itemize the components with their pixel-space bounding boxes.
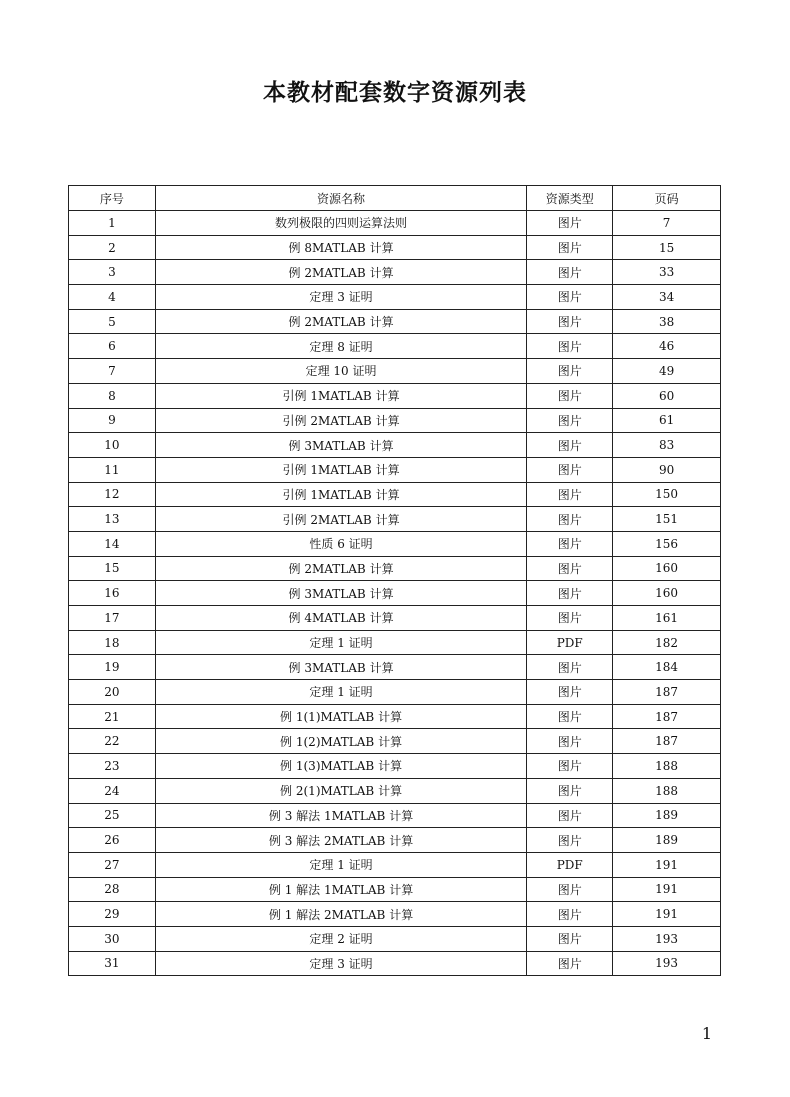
cell-index: 5 xyxy=(69,309,156,334)
cell-page: 49 xyxy=(613,359,721,384)
table-row xyxy=(69,211,721,236)
cell-resource-name: 例 8MATLAB 计算 xyxy=(155,235,526,260)
cell-resource-name: 定理 3 证明 xyxy=(155,285,526,310)
cell-resource-name: 性质 6 证明 xyxy=(155,531,526,556)
cell-resource-type: 图片 xyxy=(527,902,613,927)
cell-resource-name: 定理 3 证明 xyxy=(155,951,526,976)
cell-resource-type: 图片 xyxy=(527,754,613,779)
cell-index: 24 xyxy=(69,778,156,803)
table-row xyxy=(69,507,721,532)
cell-index: 1 xyxy=(69,211,156,236)
table-row xyxy=(69,704,721,729)
page-title: 本教材配套数字资源列表 xyxy=(263,79,527,106)
cell-resource-type: 图片 xyxy=(527,334,613,359)
cell-resource-type: 图片 xyxy=(527,507,613,532)
cell-page: 156 xyxy=(613,531,721,556)
cell-resource-type: 图片 xyxy=(527,729,613,754)
cell-index: 23 xyxy=(69,754,156,779)
cell-index: 13 xyxy=(69,507,156,532)
header-index: 序号 xyxy=(69,186,156,211)
cell-resource-name: 例 2MATLAB 计算 xyxy=(155,260,526,285)
cell-page: 38 xyxy=(613,309,721,334)
cell-index: 29 xyxy=(69,902,156,927)
cell-index: 12 xyxy=(69,482,156,507)
cell-index: 20 xyxy=(69,680,156,705)
cell-page: 193 xyxy=(613,951,721,976)
cell-page: 188 xyxy=(613,778,721,803)
cell-page: 187 xyxy=(613,704,721,729)
cell-index: 25 xyxy=(69,803,156,828)
table-row xyxy=(69,729,721,754)
cell-page: 151 xyxy=(613,507,721,532)
cell-resource-name: 引例 1MATLAB 计算 xyxy=(155,457,526,482)
cell-page: 161 xyxy=(613,606,721,631)
cell-page: 150 xyxy=(613,482,721,507)
table-row xyxy=(69,359,721,384)
cell-resource-type: 图片 xyxy=(527,359,613,384)
table-row xyxy=(69,457,721,482)
table-body xyxy=(69,211,721,976)
table-row xyxy=(69,902,721,927)
cell-page: 90 xyxy=(613,457,721,482)
table-row xyxy=(69,309,721,334)
cell-page: 83 xyxy=(613,433,721,458)
cell-index: 30 xyxy=(69,926,156,951)
cell-resource-name: 例 1(2)MATLAB 计算 xyxy=(155,729,526,754)
cell-index: 8 xyxy=(69,383,156,408)
cell-page: 160 xyxy=(613,556,721,581)
cell-page: 34 xyxy=(613,285,721,310)
cell-index: 22 xyxy=(69,729,156,754)
cell-index: 28 xyxy=(69,877,156,902)
cell-page: 188 xyxy=(613,754,721,779)
cell-resource-name: 例 4MATLAB 计算 xyxy=(155,606,526,631)
table-row xyxy=(69,581,721,606)
table-row xyxy=(69,235,721,260)
cell-index: 11 xyxy=(69,457,156,482)
cell-index: 3 xyxy=(69,260,156,285)
cell-resource-name: 数列极限的四则运算法则 xyxy=(155,211,526,236)
page-number: 1 xyxy=(701,1024,712,1043)
cell-resource-name: 定理 2 证明 xyxy=(155,926,526,951)
cell-resource-name: 例 1(1)MATLAB 计算 xyxy=(155,704,526,729)
cell-page: 189 xyxy=(613,828,721,853)
cell-resource-name: 引例 2MATLAB 计算 xyxy=(155,408,526,433)
cell-index: 21 xyxy=(69,704,156,729)
cell-resource-type: 图片 xyxy=(527,260,613,285)
table-row xyxy=(69,951,721,976)
cell-resource-type: 图片 xyxy=(527,828,613,853)
cell-page: 187 xyxy=(613,680,721,705)
table-row xyxy=(69,754,721,779)
cell-index: 31 xyxy=(69,951,156,976)
cell-index: 17 xyxy=(69,606,156,631)
table-row xyxy=(69,778,721,803)
cell-page: 61 xyxy=(613,408,721,433)
cell-resource-type: PDF xyxy=(527,630,613,655)
cell-index: 15 xyxy=(69,556,156,581)
table-header-row xyxy=(69,186,721,211)
cell-resource-name: 例 1 解法 1MATLAB 计算 xyxy=(155,877,526,902)
resource-table xyxy=(68,185,721,976)
header-resource-name: 资源名称 xyxy=(155,186,526,211)
cell-page: 46 xyxy=(613,334,721,359)
cell-index: 16 xyxy=(69,581,156,606)
cell-resource-type: 图片 xyxy=(527,408,613,433)
cell-index: 10 xyxy=(69,433,156,458)
cell-page: 160 xyxy=(613,581,721,606)
cell-resource-type: 图片 xyxy=(527,704,613,729)
table-row xyxy=(69,877,721,902)
table-row xyxy=(69,852,721,877)
table-row xyxy=(69,482,721,507)
cell-page: 33 xyxy=(613,260,721,285)
cell-resource-type: 图片 xyxy=(527,211,613,236)
cell-index: 2 xyxy=(69,235,156,260)
cell-resource-type: 图片 xyxy=(527,285,613,310)
table-row xyxy=(69,926,721,951)
cell-resource-name: 例 3MATLAB 计算 xyxy=(155,655,526,680)
table-row xyxy=(69,285,721,310)
cell-index: 26 xyxy=(69,828,156,853)
table-row xyxy=(69,383,721,408)
cell-resource-name: 例 2MATLAB 计算 xyxy=(155,556,526,581)
cell-resource-name: 例 2(1)MATLAB 计算 xyxy=(155,778,526,803)
cell-resource-name: 例 2MATLAB 计算 xyxy=(155,309,526,334)
table-row xyxy=(69,630,721,655)
table-row xyxy=(69,334,721,359)
table-row xyxy=(69,433,721,458)
cell-resource-type: 图片 xyxy=(527,581,613,606)
table-row xyxy=(69,655,721,680)
cell-resource-name: 例 3 解法 1MATLAB 计算 xyxy=(155,803,526,828)
cell-index: 18 xyxy=(69,630,156,655)
header-resource-type: 资源类型 xyxy=(527,186,613,211)
cell-resource-name: 引例 2MATLAB 计算 xyxy=(155,507,526,532)
cell-resource-name: 例 1(3)MATLAB 计算 xyxy=(155,754,526,779)
cell-resource-name: 定理 1 证明 xyxy=(155,680,526,705)
cell-resource-name: 例 3 解法 2MATLAB 计算 xyxy=(155,828,526,853)
cell-index: 27 xyxy=(69,852,156,877)
cell-resource-name: 引例 1MATLAB 计算 xyxy=(155,383,526,408)
cell-resource-name: 定理 1 证明 xyxy=(155,852,526,877)
table-row xyxy=(69,531,721,556)
cell-resource-type: 图片 xyxy=(527,606,613,631)
cell-resource-name: 定理 8 证明 xyxy=(155,334,526,359)
cell-page: 182 xyxy=(613,630,721,655)
table-row xyxy=(69,260,721,285)
cell-index: 9 xyxy=(69,408,156,433)
cell-index: 4 xyxy=(69,285,156,310)
cell-resource-type: 图片 xyxy=(527,680,613,705)
cell-resource-type: 图片 xyxy=(527,803,613,828)
cell-page: 191 xyxy=(613,852,721,877)
cell-resource-name: 定理 1 证明 xyxy=(155,630,526,655)
cell-index: 14 xyxy=(69,531,156,556)
cell-page: 60 xyxy=(613,383,721,408)
cell-resource-type: 图片 xyxy=(527,457,613,482)
table-row xyxy=(69,408,721,433)
cell-resource-type: 图片 xyxy=(527,383,613,408)
cell-resource-type: 图片 xyxy=(527,235,613,260)
table-row xyxy=(69,828,721,853)
cell-resource-name: 例 3MATLAB 计算 xyxy=(155,581,526,606)
cell-resource-name: 引例 1MATLAB 计算 xyxy=(155,482,526,507)
cell-page: 191 xyxy=(613,902,721,927)
cell-resource-type: 图片 xyxy=(527,655,613,680)
table-row xyxy=(69,803,721,828)
cell-page: 187 xyxy=(613,729,721,754)
cell-resource-name: 定理 10 证明 xyxy=(155,359,526,384)
cell-page: 193 xyxy=(613,926,721,951)
cell-resource-type: 图片 xyxy=(527,951,613,976)
header-page-number: 页码 xyxy=(613,186,721,211)
cell-index: 6 xyxy=(69,334,156,359)
cell-resource-type: 图片 xyxy=(527,877,613,902)
cell-resource-name: 例 1 解法 2MATLAB 计算 xyxy=(155,902,526,927)
cell-resource-type: PDF xyxy=(527,852,613,877)
cell-index: 7 xyxy=(69,359,156,384)
cell-resource-type: 图片 xyxy=(527,778,613,803)
cell-resource-name: 例 3MATLAB 计算 xyxy=(155,433,526,458)
cell-page: 184 xyxy=(613,655,721,680)
cell-resource-type: 图片 xyxy=(527,531,613,556)
cell-resource-type: 图片 xyxy=(527,309,613,334)
cell-resource-type: 图片 xyxy=(527,482,613,507)
cell-resource-type: 图片 xyxy=(527,433,613,458)
cell-page: 15 xyxy=(613,235,721,260)
table-row xyxy=(69,680,721,705)
cell-index: 19 xyxy=(69,655,156,680)
cell-page: 189 xyxy=(613,803,721,828)
cell-page: 191 xyxy=(613,877,721,902)
cell-page: 7 xyxy=(613,211,721,236)
table-row xyxy=(69,606,721,631)
table-row xyxy=(69,556,721,581)
cell-resource-type: 图片 xyxy=(527,556,613,581)
cell-resource-type: 图片 xyxy=(527,926,613,951)
